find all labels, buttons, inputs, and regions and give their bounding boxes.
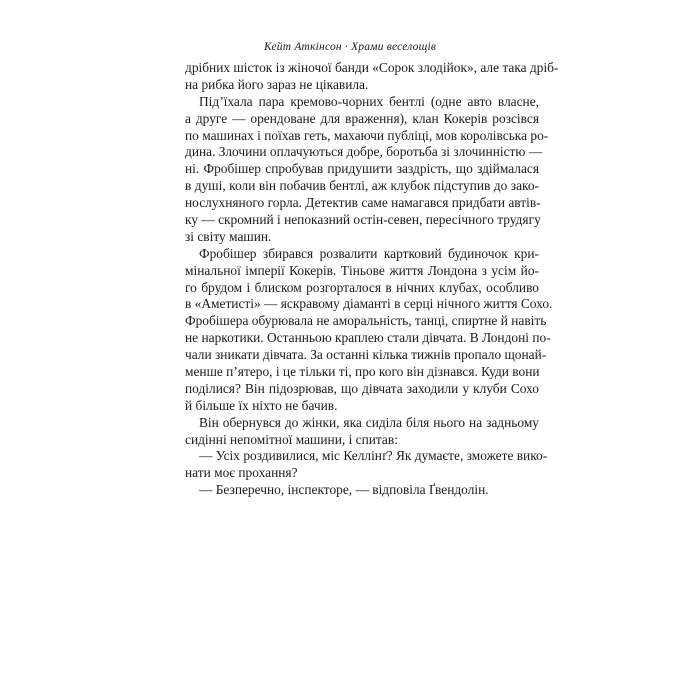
running-head-author: Кейт Аткінсон — [263, 41, 342, 53]
text-line: Фробішера обурювала не аморальність, танці, спиртне й навіть — [185, 313, 547, 329]
paragraph — [185, 60, 559, 94]
text-line: го брудом і блиском розгорталося в нічних клубах, особливо — [185, 279, 539, 295]
text-line: в «Аметисті» — яскравому діаманті в серці нічного життя Сохо. — [185, 296, 553, 312]
text-line: зі світу машин. — [185, 228, 272, 244]
text-line: поділися? Він підозрював, що дівчата заходили у клуби Сохо — [185, 380, 539, 396]
paragraph — [185, 448, 548, 482]
text-line: й більше їх ніхто не бачив. — [185, 397, 338, 413]
running-head-separator: · — [344, 41, 348, 53]
paragraph — [185, 93, 549, 246]
text-line: менше п’ятеро, і це тільки ті, про кого він дізнався. Куди вони — [185, 364, 540, 380]
text-line: нати моє прохання? — [185, 465, 298, 481]
text-line: в душі, коли він побачив бентлі, аж клубок підступив до зако- — [185, 178, 539, 194]
running-head — [0, 41, 700, 53]
text-line: мінальної імперії Кокерів. Тіньове життя Лондона з усім йо- — [185, 262, 539, 278]
text-line: а друге — орендоване для враження), клан Кокерів розсівся — [185, 110, 539, 126]
running-head-title: Храми веселощів — [351, 41, 437, 53]
body-text — [185, 60, 559, 499]
text-line: ку — скромний і непоказний остін-севен, пересічного трудягу — [185, 212, 541, 228]
text-line: — Безперечно, інспекторе, — відповіла Ґвендолін. — [199, 482, 489, 498]
text-line: на рибка його зараз не цікавила. — [185, 76, 369, 92]
text-line: не наркотики. Останньою краплею стали дівчата. В Лондоні по- — [185, 330, 551, 346]
text-line: по машинах і поїхав геть, махаючи публіці, мов королівська ро- — [185, 127, 549, 143]
text-line: сидінні непомітної машини, і спитав: — [185, 431, 398, 447]
paragraph — [185, 245, 553, 415]
paragraph — [185, 415, 539, 449]
text-line: нослухняного горла. Детектив саме намагався придбати автів- — [185, 195, 541, 211]
paragraph — [185, 482, 539, 499]
text-line: ні. Фробішер спробував придушити заздрість, що здіймалася — [185, 161, 539, 177]
text-line: Під’їхала пара кремово-чорних бентлі (одне авто власне, — [199, 93, 539, 109]
text-line: дина. Злочини оплачуються добре, боротьба зі злочинністю — — [185, 144, 543, 160]
text-line: Він обернувся до жінки, яка сиділа біля нього на задньому — [199, 414, 539, 430]
text-line: Фробішер збирався розвалити картковий будиночок кри- — [199, 245, 539, 261]
text-line: чали зникати дівчата. За останні кілька тижнів пропало щонай- — [185, 347, 547, 363]
text-line: дрібних шісток із жіночої банди «Сорок злодійок», але така дріб- — [185, 60, 559, 75]
text-line: — Усіх роздивилися, міс Келлінґ? Як думаєте, зможете вико- — [199, 448, 548, 464]
